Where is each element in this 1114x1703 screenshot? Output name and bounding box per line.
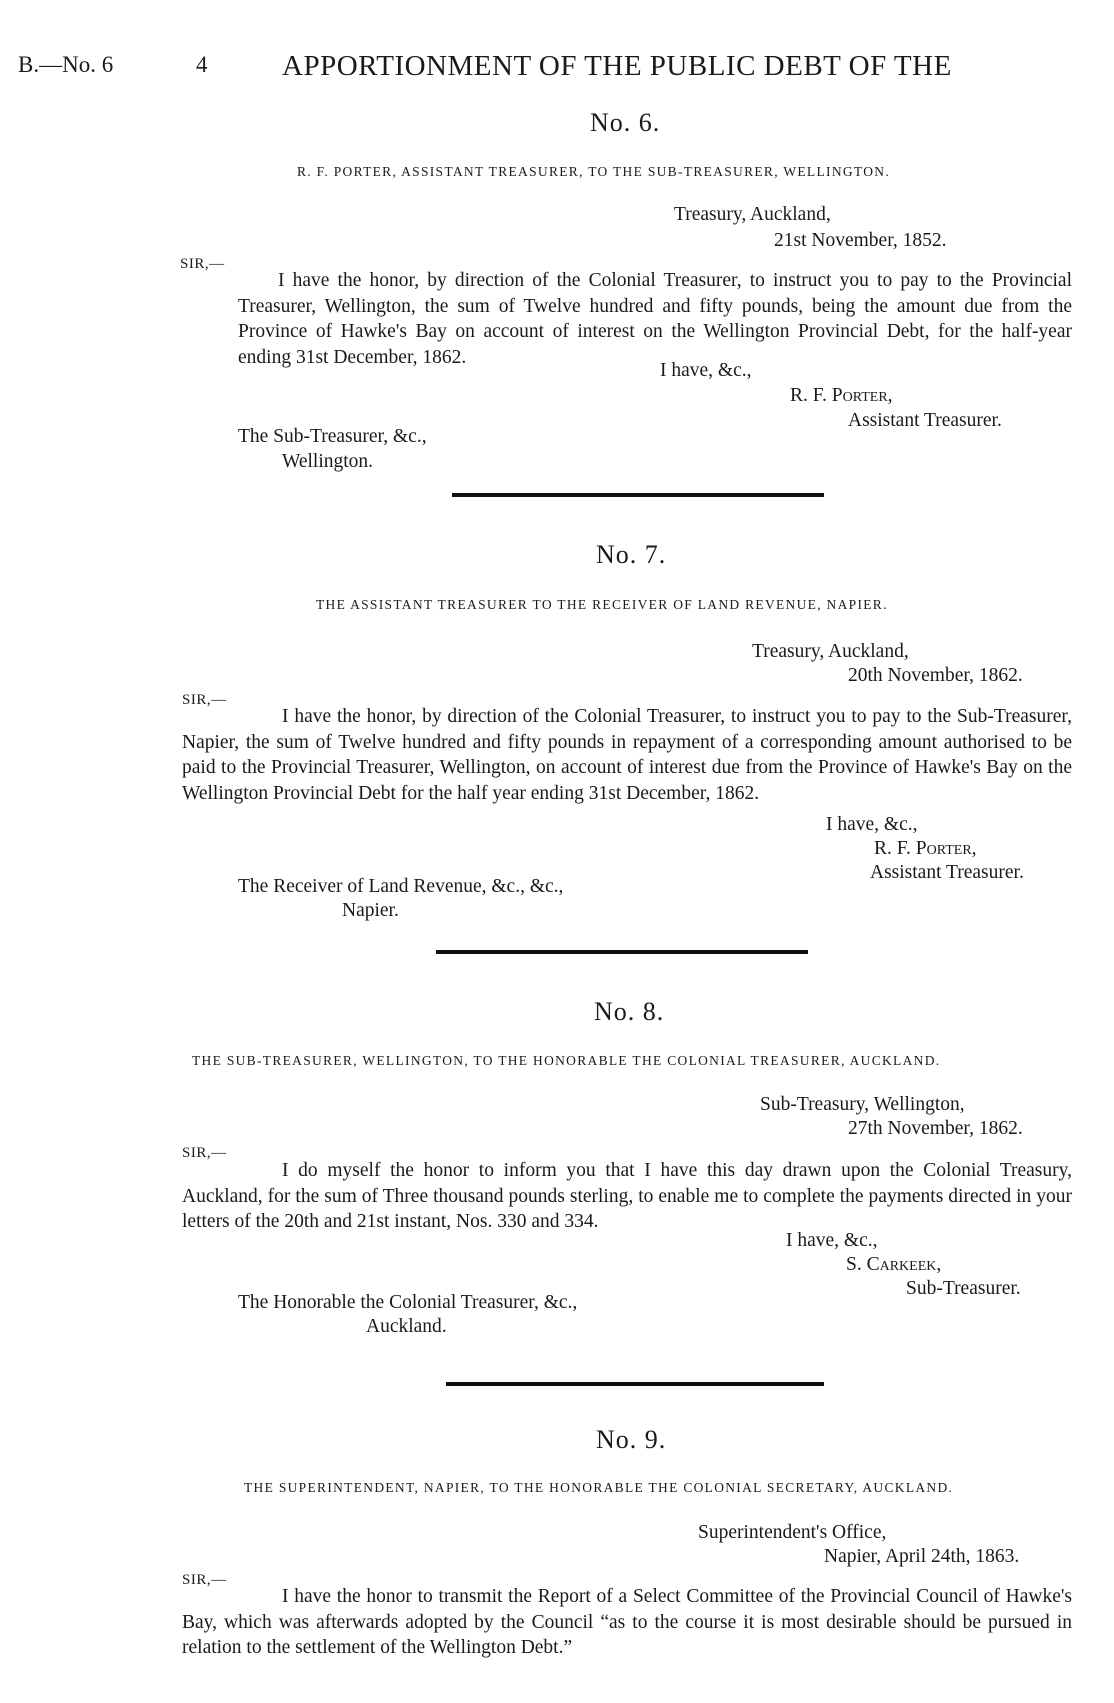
letter-body: I have the honor, by direction of the Colonial Treasurer, to instruct you to pay to the Provincial Treasurer, Wellington, the sum of Twelve hundred and fifty pounds, being the amount due from the Province of Hawke's Bay on account of interest on the Wellington Provincial Debt, for the half-year ending 31st December, 1862. xyxy=(238,270,1072,368)
section-divider xyxy=(446,1382,824,1386)
letter-addressee: The Receiver of Land Revenue, &c., &c., xyxy=(238,876,564,897)
letter-date: 21st November, 1852. xyxy=(774,230,947,251)
letter-salutation: SIR,— xyxy=(180,256,225,272)
letter-heading: THE ASSISTANT TREASURER TO THE RECEIVER OF LAND REVENUE, NAPIER. xyxy=(316,597,888,612)
letter-date: 27th November, 1862. xyxy=(848,1118,1023,1139)
letter-addressee-place: Auckland. xyxy=(366,1316,447,1337)
letter-salutation: SIR,— xyxy=(182,692,227,708)
letter-heading: R. F. PORTER, ASSISTANT TREASURER, TO THE SUB-TREASURER, WELLINGTON. xyxy=(297,164,890,179)
letter-place: Superintendent's Office, xyxy=(698,1522,887,1543)
letter-closing: I have, &c., xyxy=(786,1230,878,1251)
letter-date: 20th November, 1862. xyxy=(848,665,1023,686)
letter-signature: R. F. Porter, xyxy=(790,385,893,406)
letter-closing: I have, &c., xyxy=(826,814,918,835)
section-divider xyxy=(452,493,824,497)
letter-number: No. 7. xyxy=(596,540,667,569)
letter-addressee-place: Wellington. xyxy=(282,451,374,472)
letter-signer-title: Assistant Treasurer. xyxy=(870,862,1024,883)
letter-date: Napier, April 24th, 1863. xyxy=(824,1546,1020,1567)
letter-addressee: The Sub-Treasurer, &c., xyxy=(238,426,427,447)
letter-signer-title: Sub-Treasurer. xyxy=(906,1278,1021,1299)
letter-number: No. 8. xyxy=(594,997,665,1026)
letter-heading: THE SUPERINTENDENT, NAPIER, TO THE HONORABLE THE COLONIAL SECRETARY, AUCKLAND. xyxy=(244,1480,954,1495)
letter-signer-title: Assistant Treasurer. xyxy=(848,410,1002,431)
letter-number: No. 9. xyxy=(596,1425,667,1454)
page-number: 4 xyxy=(196,52,208,77)
letter-addressee: The Honorable the Colonial Treasurer, &c., xyxy=(238,1292,578,1313)
letter-body: I do myself the honor to inform you that I have this day drawn upon the Colonial Treasury, Auckland, for the sum of Three thousand pounds sterling, to enable me to complete the payments directed in your letters of the 20th and 21st instant, Nos. 330 and 334. xyxy=(182,1160,1072,1232)
doc-reference: B.—No. 6 xyxy=(18,52,114,77)
letter-place: Sub-Treasury, Wellington, xyxy=(760,1094,965,1115)
letter-salutation: SIR,— xyxy=(182,1572,227,1588)
letter-place: Treasury, Auckland, xyxy=(674,204,831,225)
section-divider xyxy=(436,950,808,954)
letter-addressee-place: Napier. xyxy=(342,900,399,921)
letter-body: I have the honor, by direction of the Colonial Treasurer, to instruct you to pay to the Sub-Treasurer, Napier, the sum of Twelve hundred and fifty pounds in repayment of a corresponding amount authorised to be paid to the Provincial Treasurer, Wellington, on account of interest due from the Province of Hawke's Bay on the Wellington Provincial Debt for the half year ending 31st December, 1862. xyxy=(182,706,1072,804)
letter-place: Treasury, Auckland, xyxy=(752,641,909,662)
letter-number: No. 6. xyxy=(590,108,661,137)
letter-salutation: SIR,— xyxy=(182,1145,227,1161)
page-title: APPORTIONMENT OF THE PUBLIC DEBT OF THE xyxy=(282,50,952,82)
letter-signature: S. Carkeek, xyxy=(846,1254,942,1275)
letter-closing: I have, &c., xyxy=(660,360,752,381)
letter-signature: R. F. Porter, xyxy=(874,838,977,859)
letter-body: I have the honor to transmit the Report of a Select Committee of the Provincial Council of Hawke's Bay, which was afterwards adopted by the Council “as to the course it is most desirable should be pursued in relation to the settlement of the Wellington Debt.” xyxy=(182,1586,1072,1658)
letter-heading: THE SUB-TREASURER, WELLINGTON, TO THE HONORABLE THE COLONIAL TREASURER, AUCKLAND. xyxy=(192,1053,941,1068)
